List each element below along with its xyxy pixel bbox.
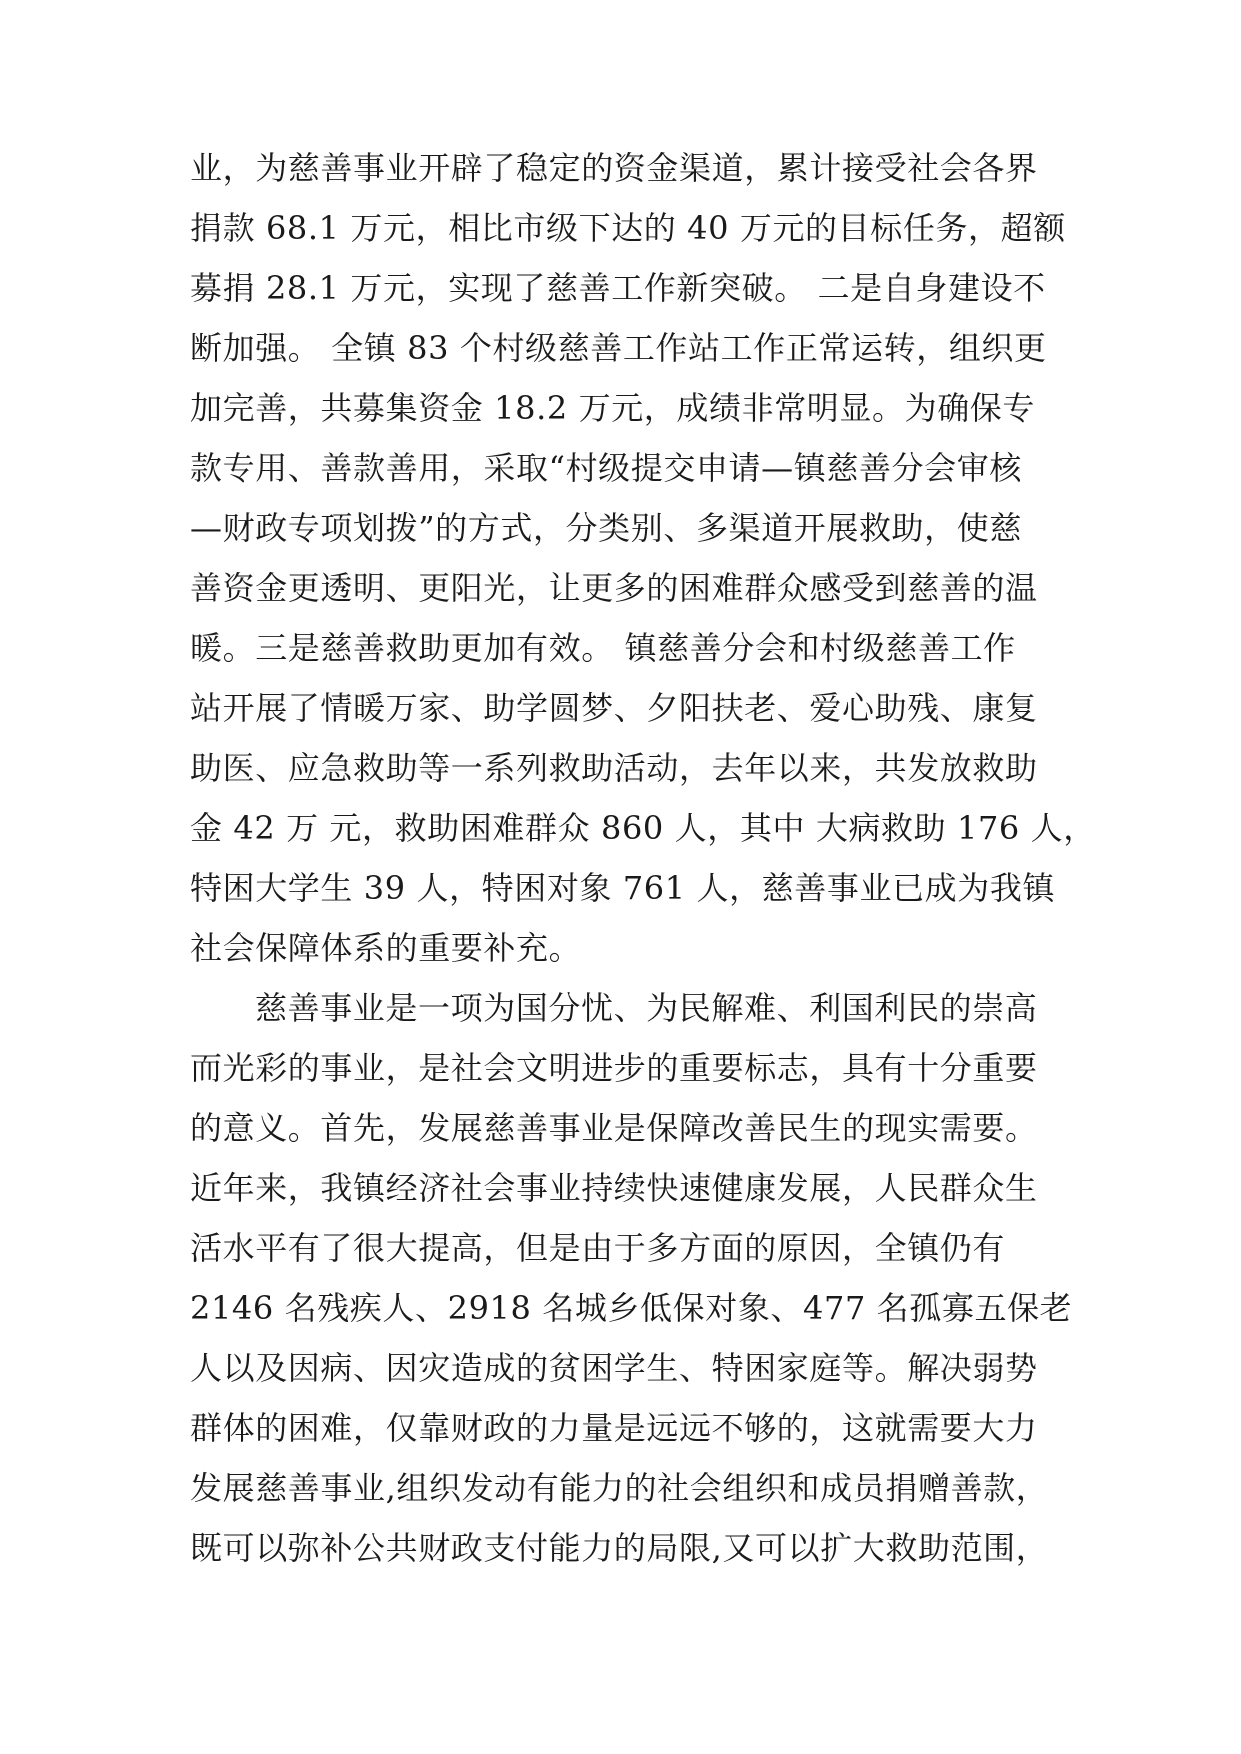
text-line: 加完善，共募集资金 18.2 万元，成绩非常明显。为确保专 [190, 389, 1035, 427]
text-line: 社会保障体系的重要补充。 [190, 929, 582, 967]
text-line: 既可以弥补公共财政支付能力的局限,又可以扩大救助范围， [190, 1529, 1049, 1567]
text-line: 金 42 万 元，救助困难群众 860 人，其中 大病救助 176 人， [190, 809, 1096, 847]
text-line: 站开展了情暖万家、助学圆梦、夕阳扶老、爱心助残、康复 [190, 689, 1038, 727]
text-line: 而光彩的事业，是社会文明进步的重要标志，具有十分重要 [190, 1049, 1038, 1087]
text-line: 特困大学生 39 人，特困对象 761 人，慈善事业已成为我镇 [190, 869, 1056, 907]
text-line: 活水平有了很大提高，但是由于多方面的原因，全镇仍有 [190, 1229, 1006, 1267]
text-line: 款专用、善款善用，采取“村级提交申请—镇慈善分会审核 [190, 449, 1022, 487]
paragraph-first-line: 慈善事业是一项为国分忧、为民解难、利国利民的崇高 [255, 989, 1038, 1027]
text-line: 发展慈善事业,组织发动有能力的社会组织和成员捐赠善款， [190, 1469, 1049, 1507]
text-line: 断加强。 全镇 83 个村级慈善工作站工作正常运转，组织更 [190, 329, 1047, 367]
text-line: 业，为慈善事业开辟了稳定的资金渠道，累计接受社会各界 [190, 149, 1038, 187]
text-line: 2146 名残疾人、2918 名城乡低保对象、477 名孤寡五保老 [190, 1289, 1073, 1327]
text-line: 近年来，我镇经济社会事业持续快速健康发展，人民群众生 [190, 1169, 1038, 1207]
text-line: 群体的困难，仅靠财政的力量是远远不够的，这就需要大力 [190, 1409, 1038, 1447]
text-line: —财政专项划拨”的方式，分类别、多渠道开展救助，使慈 [190, 509, 1022, 547]
text-line: 善资金更透明、更阳光，让更多的困难群众感受到慈善的温 [190, 569, 1038, 607]
text-line: 的意义。首先，发展慈善事业是保障改善民生的现实需要。 [190, 1109, 1038, 1147]
text-line: 捐款 68.1 万元，相比市级下达的 40 万元的目标任务，超额 [190, 209, 1066, 247]
text-line: 人以及因病、因灾造成的贫困学生、特困家庭等。解决弱势 [190, 1349, 1038, 1387]
text-line: 暖。三是慈善救助更加有效。 镇慈善分会和村级慈善工作 [190, 629, 1016, 667]
text-line: 募捐 28.1 万元，实现了慈善工作新突破。 二是自身建设不 [190, 269, 1046, 307]
text-line: 助医、应急救助等一系列救助活动，去年以来，共发放救助 [190, 749, 1038, 787]
